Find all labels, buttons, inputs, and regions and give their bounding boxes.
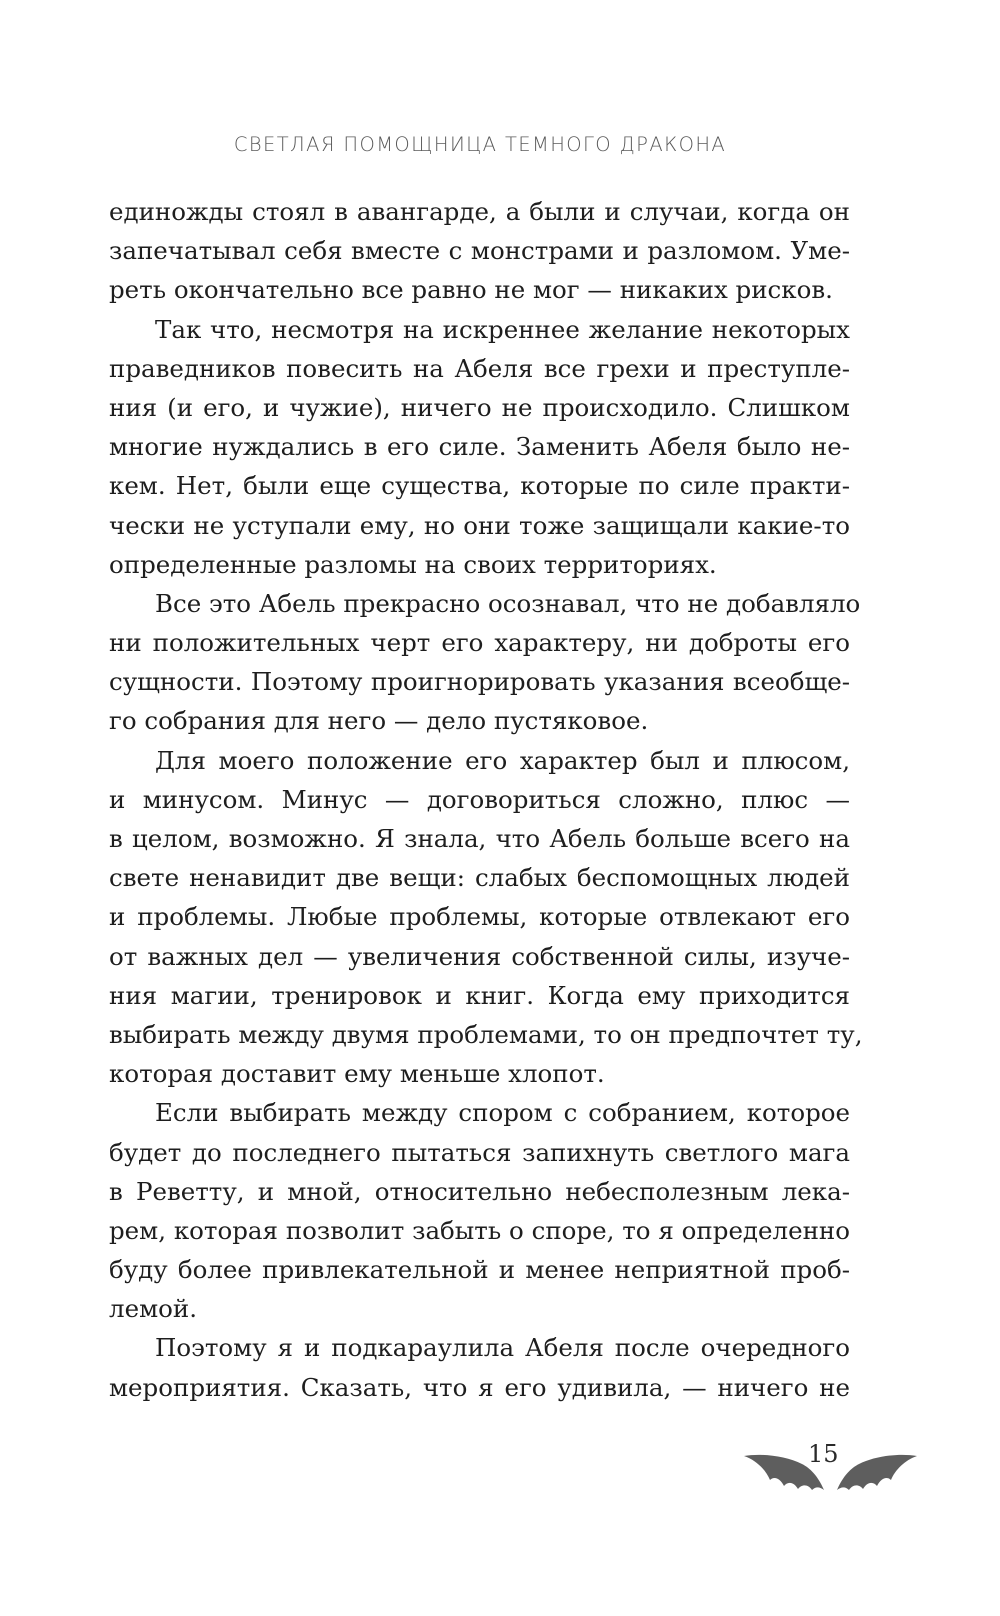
text-line: в Реветту, и мной, относительно небесполезным лека- bbox=[109, 1176, 850, 1206]
text-line: ния магии, тренировок и книг. Когда ему приходится bbox=[109, 980, 850, 1010]
text-line: мероприятия. Сказать, что я его удивила, — ничего не bbox=[109, 1372, 850, 1402]
text-line: кем. Нет, были еще существа, которые по силе практи- bbox=[109, 471, 850, 501]
text-line: го собрания для него — дело пустяковое. bbox=[109, 706, 649, 736]
text-line: буду более привлекательной и менее неприятной проб- bbox=[109, 1255, 850, 1285]
text-line: в целом, возможно. Я знала, что Абель больше всего на bbox=[109, 824, 850, 853]
text-line: сущности. Поэтому проигнорировать указания всеобще- bbox=[109, 667, 850, 697]
text-line: и минусом. Минус — договориться сложно, плюс — bbox=[109, 784, 850, 814]
paragraph-start-line: Поэтому я и подкараулила Абеля после очередного bbox=[155, 1333, 850, 1363]
paragraph-start-line: Так что, несмотря на искреннее желание некоторых bbox=[155, 314, 850, 344]
text-line: определенные разломы на своих территориях. bbox=[109, 549, 717, 579]
text-line: единожды стоял в авангарде, а были и случаи, когда он bbox=[109, 197, 850, 226]
paragraph-start-line: Для моего положение его характер был и плюсом, bbox=[155, 745, 850, 775]
text-line: свете ненавидит две вещи: слабых беспомощных людей bbox=[109, 863, 850, 893]
page-number: 15 bbox=[808, 1440, 839, 1468]
paragraph-start-line: Все это Абель прекрасно осознавал, что не добавляло bbox=[155, 588, 861, 618]
text-line: будет до последнего пытаться запихнуть светлого мага bbox=[109, 1137, 850, 1167]
text-line: запечатывал себя вместе с монстрами и разломом. Уме- bbox=[109, 236, 850, 266]
running-head: СВЕТЛАЯ ПОМОЩНИЦА ТЕМНОГО ДРАКОНА bbox=[233, 133, 727, 156]
text-line: и проблемы. Любые проблемы, которые отвлекают его bbox=[109, 902, 850, 932]
bat-wing-right-icon bbox=[835, 1450, 917, 1500]
text-line: чески не уступали ему, но они тоже защищали какие-то bbox=[109, 510, 850, 540]
body-text bbox=[109, 192, 863, 1407]
text-line: рем, которая позволит забыть о споре, то я определенно bbox=[109, 1215, 850, 1245]
bat-wing-right-shape bbox=[837, 1455, 917, 1490]
text-line: которая доставит ему меньше хлопот. bbox=[109, 1059, 605, 1089]
text-line: праведников повесить на Абеля все грехи и преступле- bbox=[109, 353, 850, 383]
text-line: лемой. bbox=[109, 1294, 197, 1324]
text-line: реть окончательно все равно не мог — никаких рисков. bbox=[109, 275, 833, 305]
paragraph-start-line: Если выбирать между спором с собранием, которое bbox=[155, 1098, 850, 1128]
text-line: выбирать между двумя проблемами, то он предпочтет ту, bbox=[109, 1019, 863, 1049]
text-line: от важных дел — увеличения собственной силы, изуче- bbox=[109, 941, 850, 971]
bat-wing-left-icon bbox=[744, 1450, 826, 1500]
text-line: ни положительных черт его характеру, ни доброты его bbox=[109, 628, 850, 658]
text-line: многие нуждались в его силе. Заменить Абеля было не- bbox=[109, 432, 850, 462]
text-line: ния (и его, и чужие), ничего не происходило. Слишком bbox=[109, 392, 850, 422]
bat-wing-left-shape bbox=[744, 1455, 824, 1490]
